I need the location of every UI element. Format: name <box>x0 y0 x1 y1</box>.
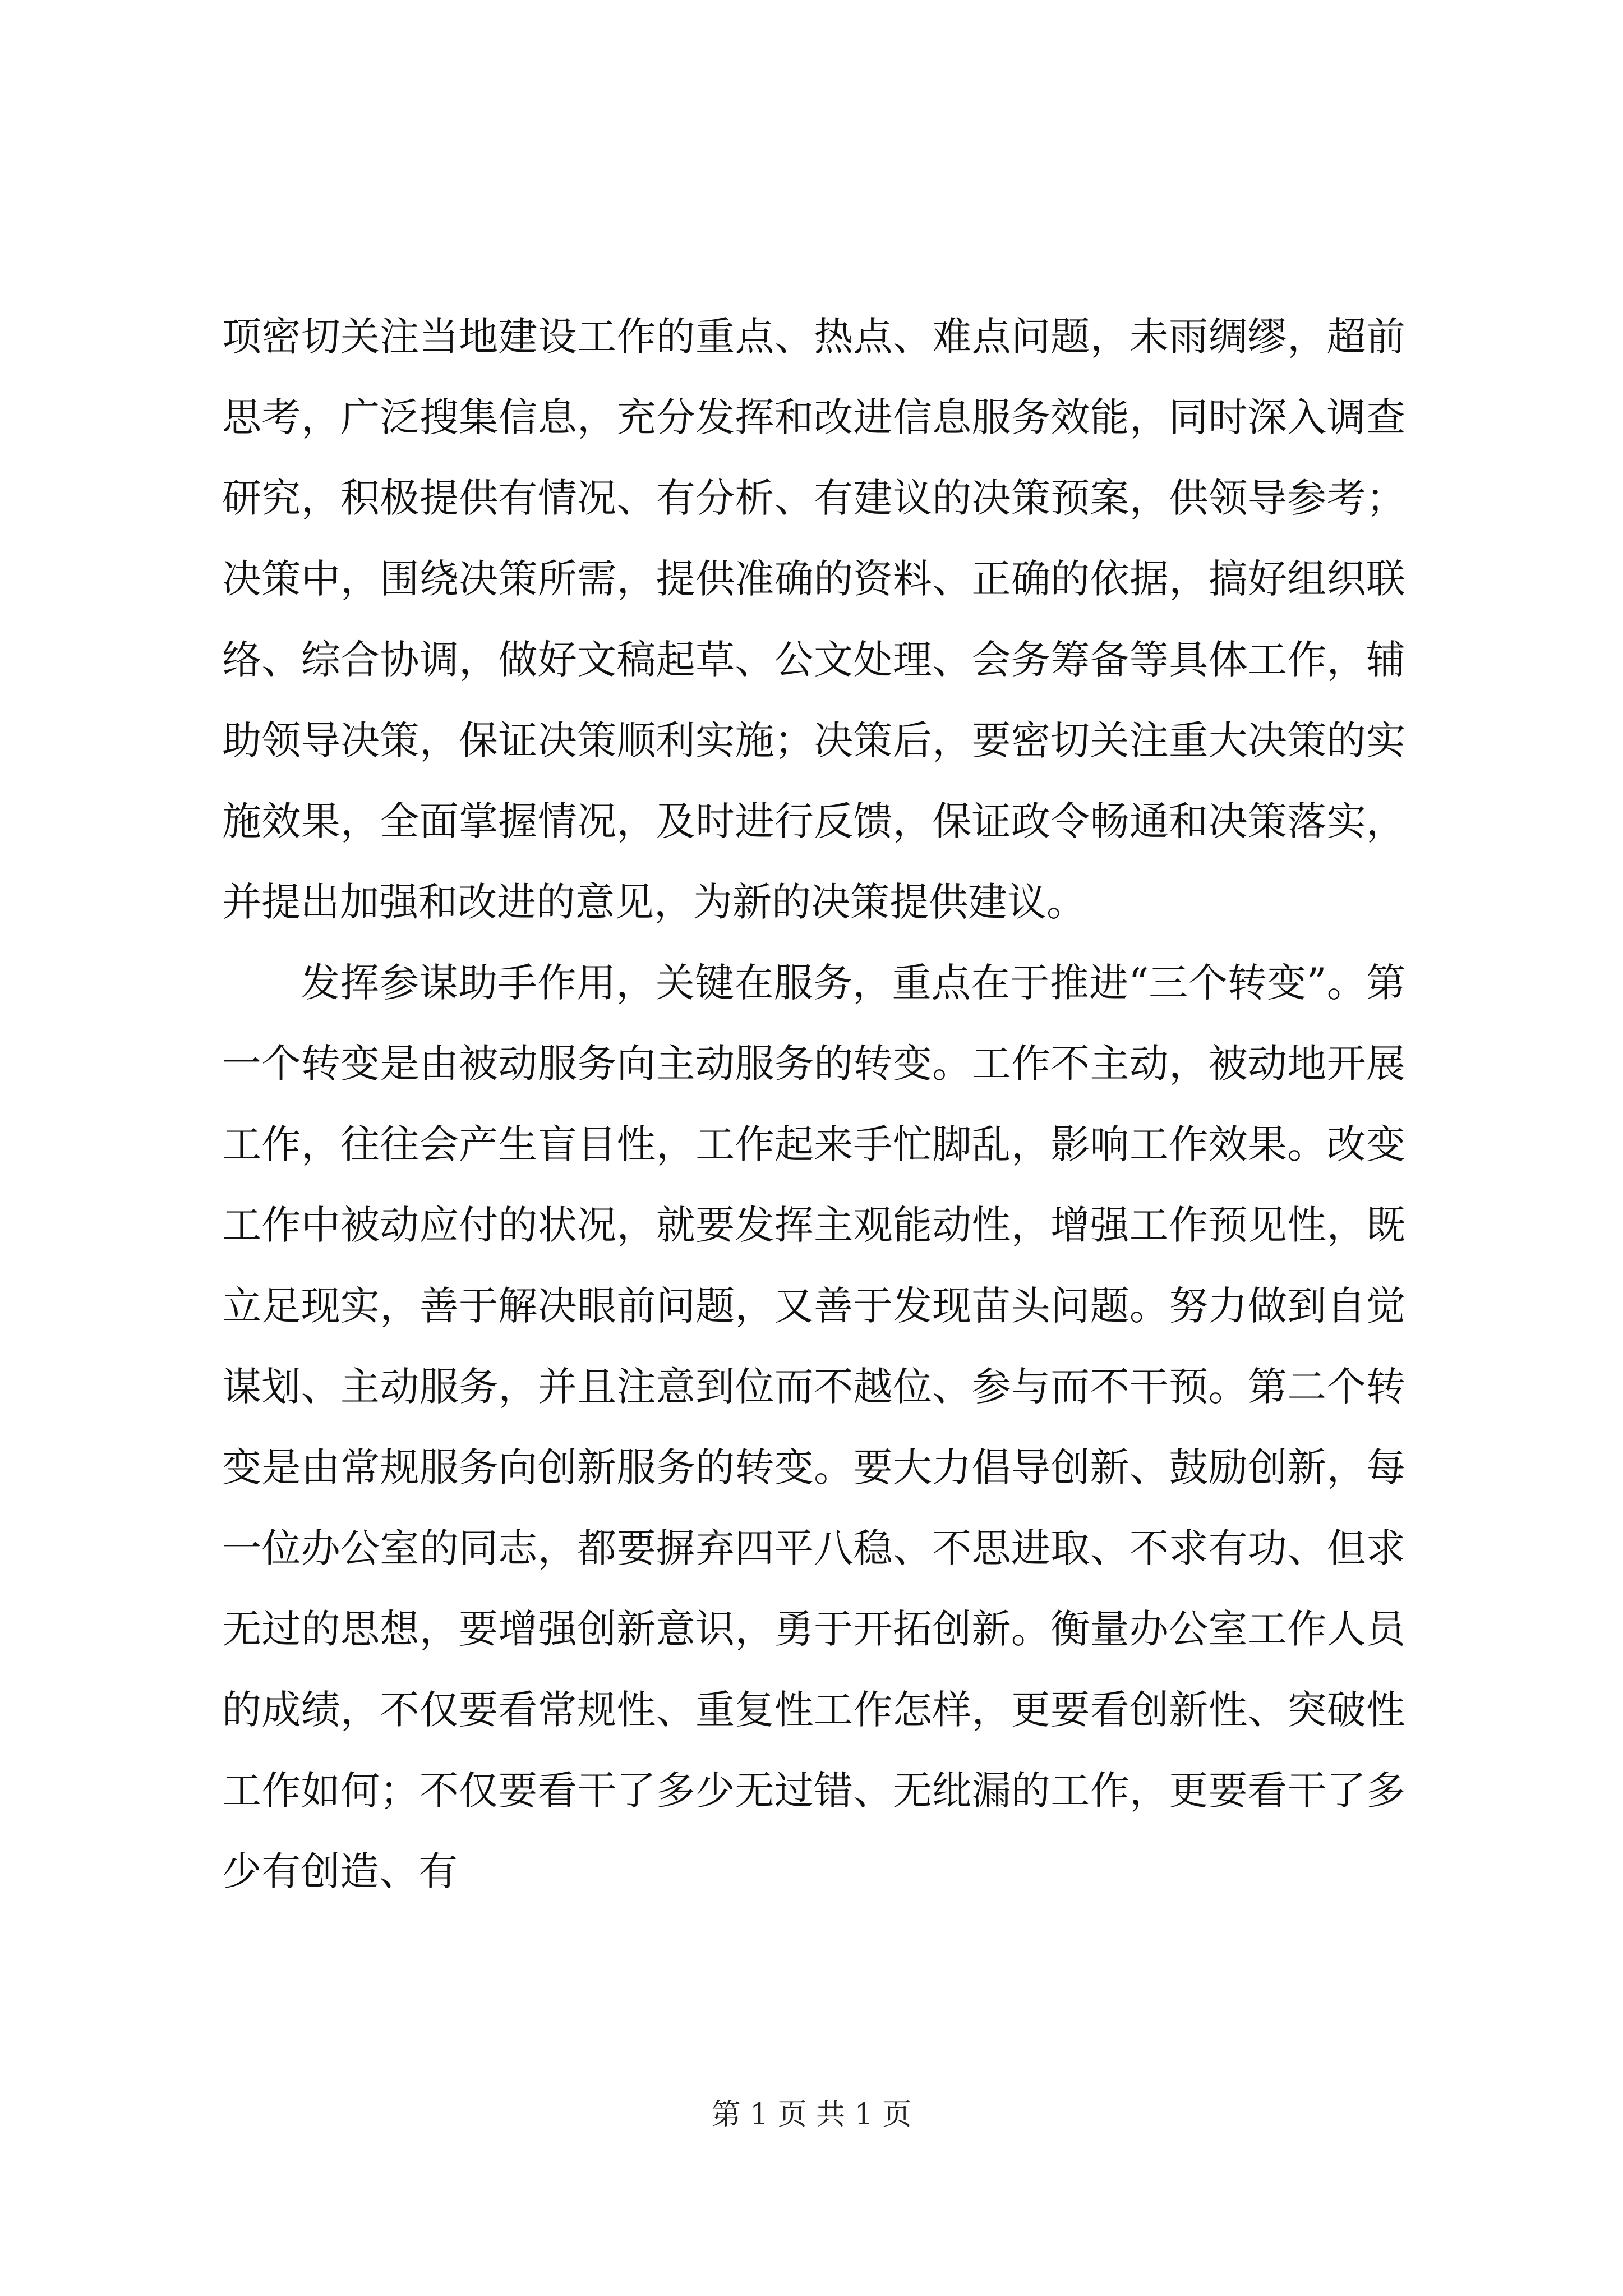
paragraph-1: 项密切关注当地建设工作的重点、热点、难点问题，未雨绸缪，超前思考，广泛搜集信息，充分发挥和改进信息服务效能，同时深入调查研究，积极提供有情况、有分析、有建议的决策预案，供领导参考；决策中，围绕决策所需，提供准确的资料、正确的依据，搞好组织联络、综合协调，做好文稿起草、公文处理、会务筹备等具体工作，辅助领导决策，保证决策顺利实施；决策后，要密切关注重大决策的实施效果，全面掌握情况，及时进行反馈，保证政令畅通和决策落实，并提出加强和改进的意见，为新的决策提供建议。 <box>222 314 1405 925</box>
page-footer: 第 1 页 共 1 页 <box>711 2098 912 2132</box>
document-body <box>222 296 1405 1912</box>
paragraph-2: 发挥参谋助手作用，关键在服务，重点在于推进“三个转变”。第一个转变是由被动服务向主动服务的转变。工作不主动，被动地开展工作，往往会产生盲目性，工作起来手忙脚乱，影响工作效果。改变工作中被动应付的状况，就要发挥主观能动性，增强工作预见性，既立足现实，善于解决眼前问题，又善于发现苗头问题。努力做到自觉谋划、主动服务，并且注意到位而不越位、参与而不干预。第二个转变是由常规服务向创新服务的转变。要大力倡导创新、鼓励创新，每一位办公室的同志，都要摒弃四平八稳、不思进取、不求有功、但求无过的思想，要增强创新意识，勇于开拓创新。衡量办公室工作人员的成绩，不仅要看常规性、重复性工作怎样，更要看创新性、突破性工作如何；不仅要看干了多少无过错、无纰漏的工作，更要看干了多少有创造、有 <box>222 960 1405 1894</box>
